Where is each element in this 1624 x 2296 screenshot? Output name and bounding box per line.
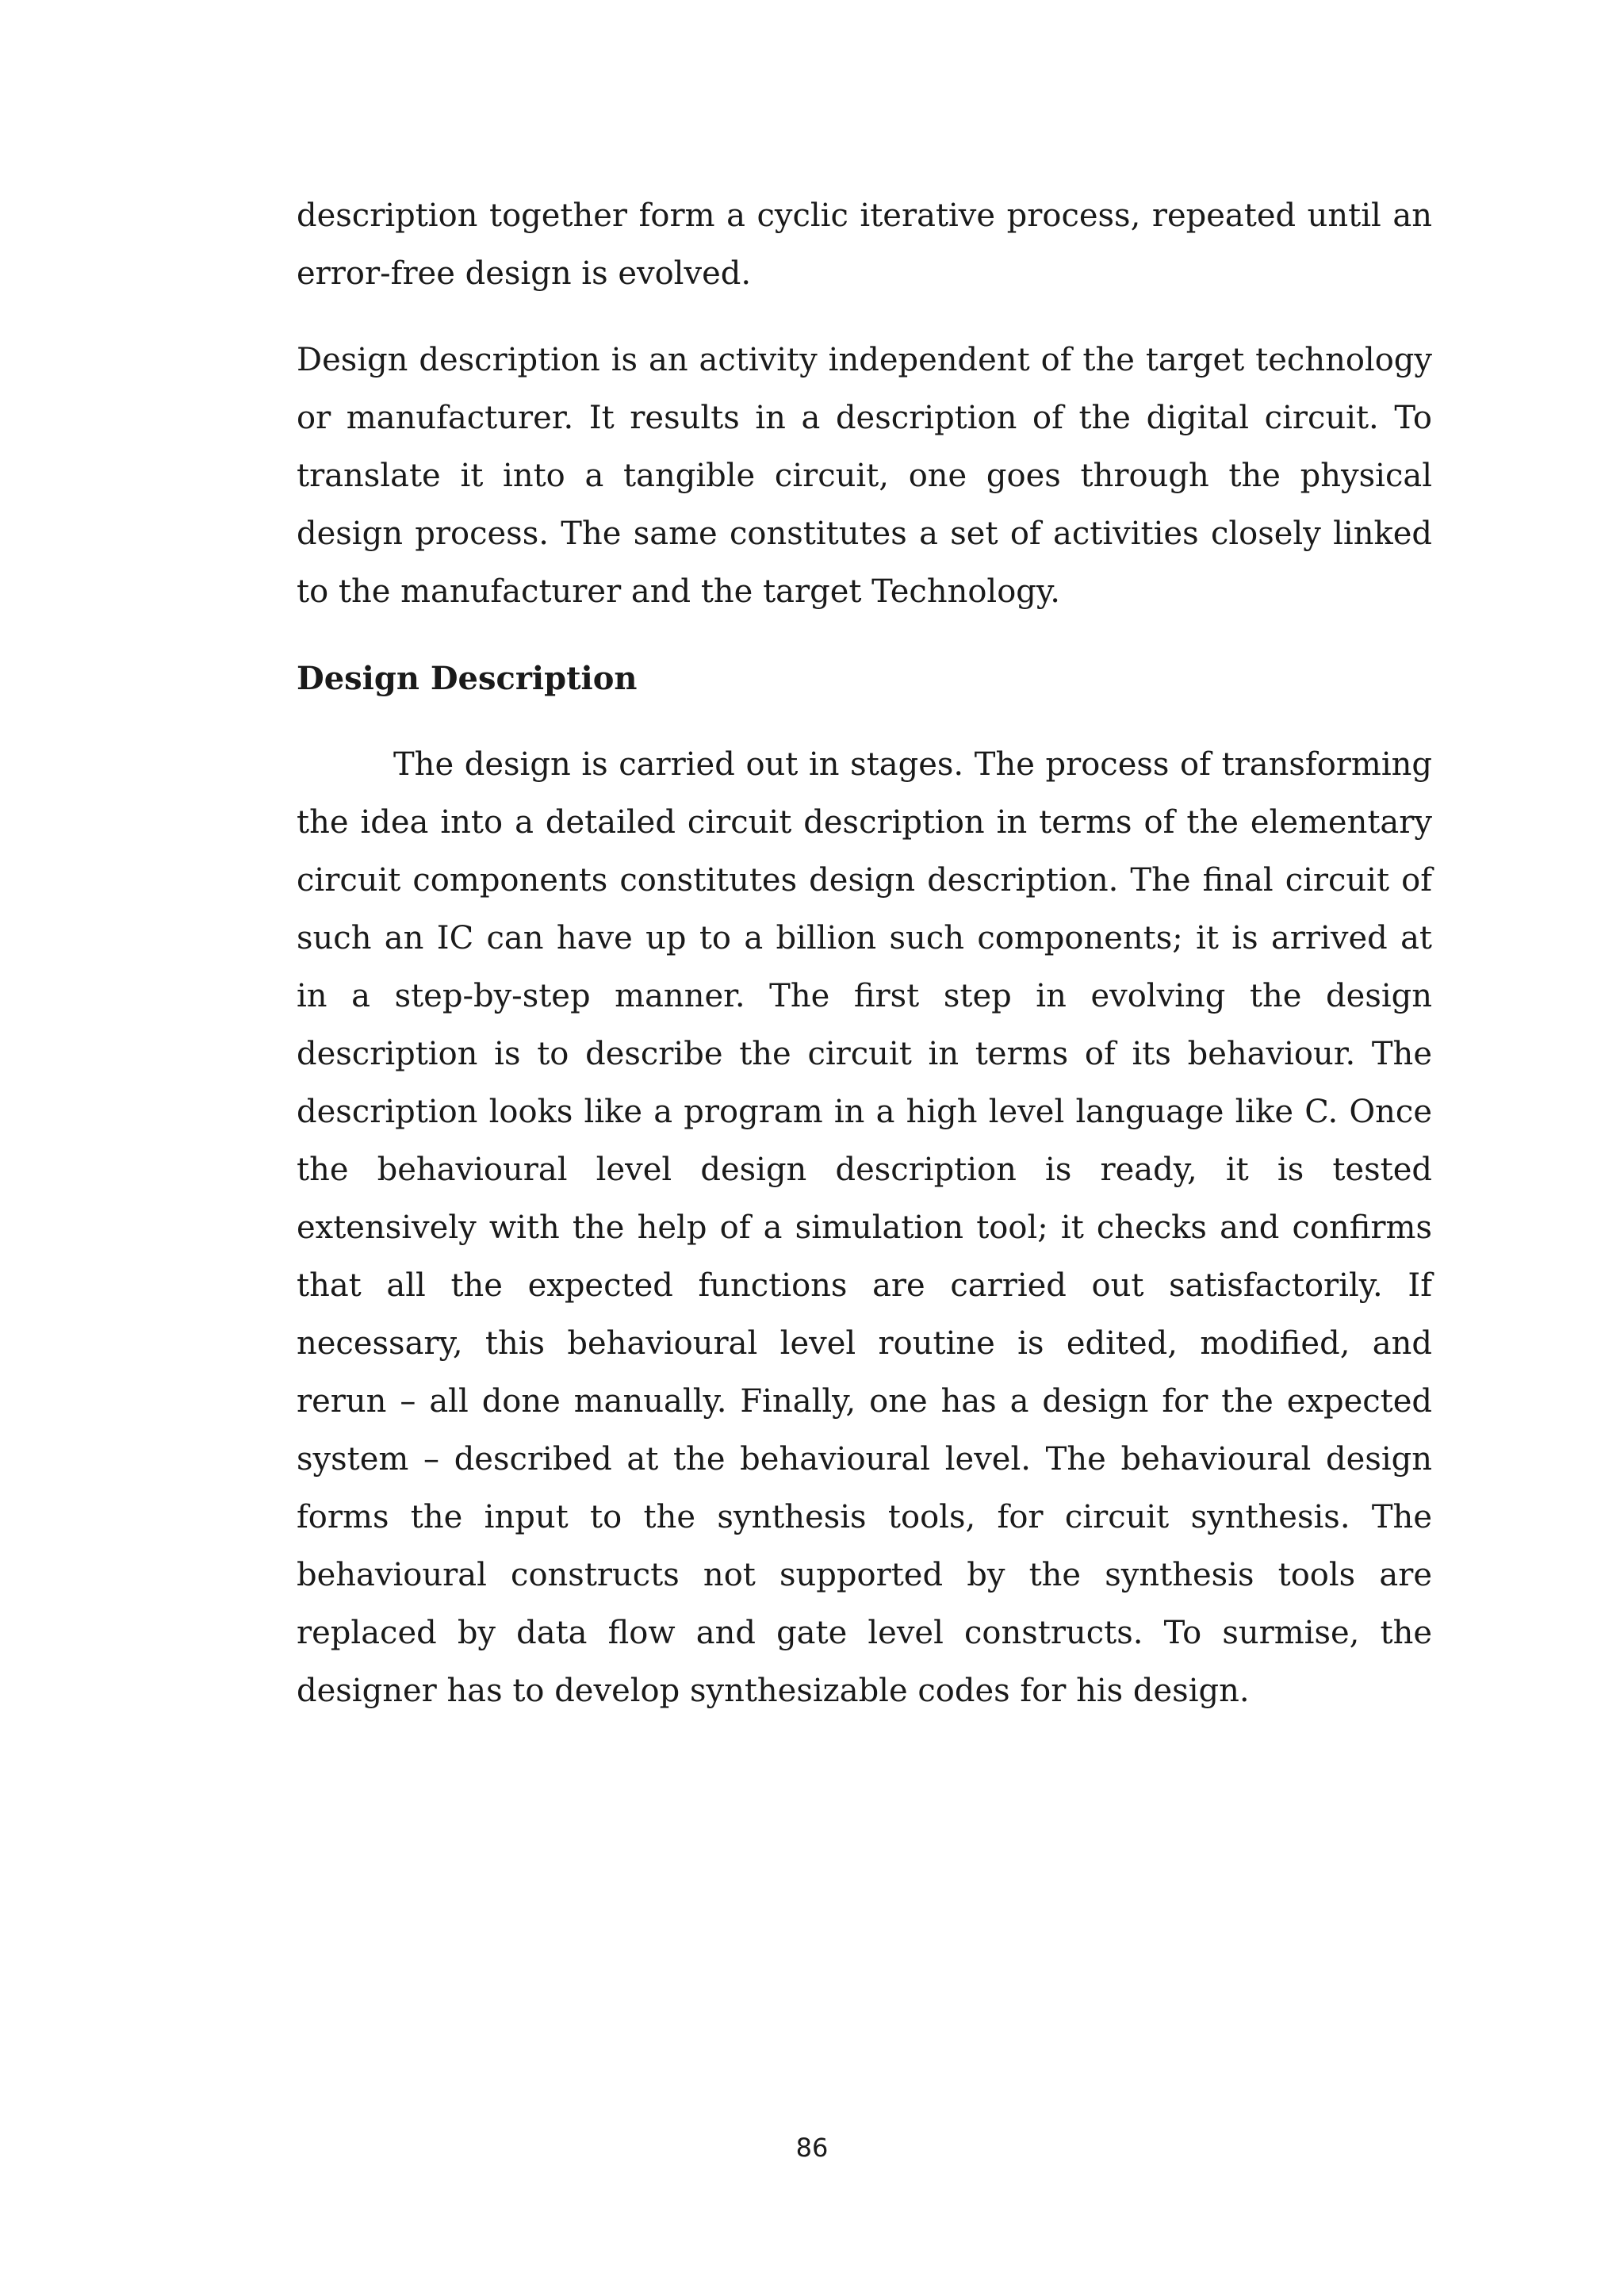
paragraph-design-description-overview: Design description is an activity independent of the target technology or manufacturer. It results in a description of the digital circuit. To translate it into a tangible circuit, one goes through the physical design process. The same constitutes a set of activities closely linked to the manufacturer and the target Technology. bbox=[297, 342, 1432, 610]
page-number: 86 bbox=[795, 2133, 829, 2163]
section-heading: Design Description bbox=[297, 660, 638, 697]
paragraph-design-stages: The design is carried out in stages. The process of transforming the idea into a detailed circuit description in terms of the elementary circuit components constitutes design description. The final circuit of such an IC can have up to a billion such components; it is arrived at in a step-by-step manner. The first step in evolving the design description is to describe the circuit in terms of its behaviour. The description looks like a program in a high level language like C. Once the behavioural level design description is ready, it is tested extensively with the help of a simulation tool; it checks and confirms that all the expected functions are carried out satisfactorily. If necessary, this behavioural level routine is edited, modified, and rerun – all done manually. Finally, one has a design for the expected system – described at the behavioural level. The behavioural design forms the input to the synthesis tools, for circuit synthesis. The behavioural constructs not supported by the synthesis tools are replaced by data flow and gate level constructs. To surmise, the designer has to develop synthesizable codes for his design. bbox=[297, 746, 1432, 1709]
paragraph-continuation: description together form a cyclic iterative process, repeated until an error-free design is evolved. bbox=[297, 197, 1432, 292]
page-body bbox=[297, 187, 1432, 1720]
